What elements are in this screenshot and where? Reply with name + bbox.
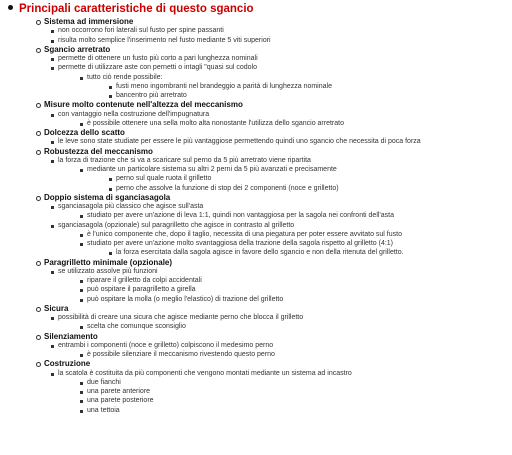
square-bullet-icon — [51, 345, 54, 348]
square-bullet-icon — [109, 252, 112, 255]
list-item-text: entrambi i componenti (noce e grilletto) colpiscono il medesimo perno — [58, 341, 274, 349]
list-item-text: Misure molto contenute nell'altezza del meccanismo — [44, 100, 243, 110]
list-item-text: fusti meno ingombranti nel brandeggio a parità di lunghezza nominale — [116, 82, 332, 90]
circle-bullet-icon — [36, 196, 41, 201]
square-bullet-icon — [80, 215, 83, 218]
square-bullet-icon — [51, 58, 54, 61]
list-item-text: bancentro più arretrato — [116, 92, 187, 99]
list-item-text: una parete posteriore — [87, 397, 154, 405]
square-bullet-icon — [80, 410, 83, 413]
circle-bullet-icon — [36, 103, 41, 108]
list-item — [87, 350, 275, 360]
list-item-text: può ospitare la molla (o meglio l'elastico) di trazione del grilletto — [87, 295, 284, 303]
list-item-text: studiato per avere un'azione di leva 1:1, quindi non vantaggiosa per la sagola nei confronti dell'asta — [87, 212, 394, 220]
square-bullet-icon — [80, 123, 83, 126]
list-item-text: una parete anteriore — [87, 388, 151, 395]
list-item-text: Paragrilletto minimale (opzionale) — [44, 257, 173, 267]
list-item-text: la forza di trazione che si va a scaricare sul perno da 5 più arretrato viene ripartita — [58, 156, 311, 164]
list-item-text: è possibile ottenere una sella molto alta nonostante l'utilizza dello sgancio arretrato — [87, 119, 344, 127]
list-item-text: con vantaggio nella costruzione dell'impugnatura — [58, 110, 210, 118]
list-item — [87, 295, 283, 305]
list-item-text: non occorrono fori laterali sul fusto per spine passanti — [58, 27, 224, 35]
square-bullet-icon — [51, 317, 54, 320]
circle-bullet-icon — [36, 335, 41, 340]
square-bullet-icon — [80, 169, 83, 172]
list-item-text: Costruzione — [44, 359, 91, 369]
list-item-text: perno sul quale ruota il grilletto — [116, 175, 212, 183]
list-item-text: possibilità di creare una sicura che agisce mediante perno che blocca il grilletto — [58, 314, 304, 321]
list-item-text: Doppio sistema di sganciasagola — [44, 192, 171, 202]
list-item-text: Dolcezza dello scatto — [44, 128, 125, 137]
square-bullet-icon — [80, 299, 83, 302]
circle-bullet-icon — [36, 150, 41, 155]
list-item-text: risulta molto semplice l'inserimento nel fusto mediante 5 viti superiori — [58, 36, 271, 44]
list-item — [87, 322, 186, 332]
square-bullet-icon — [51, 141, 54, 144]
list-item-text: la scatola è costituita da più componenti che vengono montati mediante un sistema ad incastro — [58, 369, 352, 377]
list-item-text: può ospitare il paragrilletto a girella — [87, 286, 196, 294]
page-title: Principali caratteristiche di questo sgancio — [19, 3, 254, 15]
list-item-text: permette di utilizzare aste con pernetti o intagli "quasi sul codolo — [58, 64, 257, 72]
square-bullet-icon — [51, 160, 54, 163]
list-item-text: perno che assolve la funzione di stop dei 2 componenti (noce e grilletto) — [116, 184, 339, 192]
square-bullet-icon — [80, 77, 83, 80]
list-item-text: studiato per avere un'azione molto svantaggiosa della trazione della sagola rispetto al grilletto (4:1) — [87, 240, 394, 247]
list-item — [87, 406, 120, 416]
list-item-text: le leve sono state studiate per essere le più vantaggiose permettendo quindi uno sgancio che necessita di poca forza — [58, 138, 421, 146]
square-bullet-icon — [51, 206, 54, 209]
square-bullet-icon — [51, 225, 54, 228]
circle-bullet-icon — [36, 362, 41, 367]
list-item-text: Sistema ad immersione — [44, 17, 134, 26]
square-bullet-icon — [80, 289, 83, 292]
list-item-text: sganciasagola più classico che agisce sull'asta — [58, 203, 204, 210]
list-item-text: scelta che comunque sconsiglio — [87, 323, 186, 331]
list-item-text: mediante un particolare sistema su altri 2 perni da 5 più avanzati e precisamente — [87, 166, 337, 173]
square-bullet-icon — [51, 67, 54, 70]
square-bullet-icon — [51, 373, 54, 376]
square-bullet-icon — [80, 234, 83, 237]
square-bullet-icon — [80, 400, 83, 403]
list-item-text: è l'unico componente che, dopo il taglio, necessita di una piegatura per poter essere avvitato sul fusto — [87, 230, 402, 238]
list-item — [87, 119, 344, 129]
square-bullet-icon — [51, 271, 54, 274]
list-item-text: riparare il grilletto da colpi accidentali — [87, 277, 202, 284]
list-item-text: una tettoia — [87, 406, 120, 414]
list-item-text: tutto ciò rende possibile: — [87, 73, 163, 81]
list-item-text: due fianchi — [87, 378, 121, 386]
square-bullet-icon — [109, 178, 112, 181]
list-item-text: Sgancio arretrato — [44, 44, 111, 54]
list-item-text: permette di ottenere un fusto più corto a pari lunghezza nominali — [58, 55, 258, 62]
circle-bullet-icon — [36, 20, 41, 25]
list-item-text: la forza esercitata dalla sagola agisce in favore dello sgancio e non della ritenuta del grilletto. — [116, 249, 404, 257]
list-item-text: se utilizzato assolve più funzioni — [58, 267, 158, 275]
square-bullet-icon — [80, 326, 83, 329]
square-bullet-icon — [51, 114, 54, 117]
circle-bullet-icon — [36, 261, 41, 266]
circle-bullet-icon — [36, 48, 41, 53]
circle-bullet-icon — [36, 131, 41, 136]
square-bullet-icon — [80, 391, 83, 394]
list-item-text: Silenziamento — [44, 331, 98, 341]
square-bullet-icon — [51, 30, 54, 33]
square-bullet-icon — [109, 86, 112, 89]
square-bullet-icon — [109, 95, 112, 98]
square-bullet-icon — [80, 354, 83, 357]
list-item-text: Sicura — [44, 303, 69, 313]
square-bullet-icon — [109, 188, 112, 191]
square-bullet-icon — [80, 243, 83, 246]
list-item-text: è possibile silenziare il meccanismo rivestendo questo perno — [87, 351, 275, 358]
square-bullet-icon — [51, 40, 54, 43]
bullet-disc-icon — [8, 5, 13, 10]
square-bullet-icon — [80, 382, 83, 385]
list-item-text: sganciasagola (opzionale) sul paragrilletto che agisce in contrasto al grilletto — [58, 221, 295, 229]
square-bullet-icon — [80, 280, 83, 283]
list-item-text: Robustezza del meccanismo — [44, 146, 153, 156]
circle-bullet-icon — [36, 307, 41, 312]
page-title-row — [8, 2, 254, 16]
